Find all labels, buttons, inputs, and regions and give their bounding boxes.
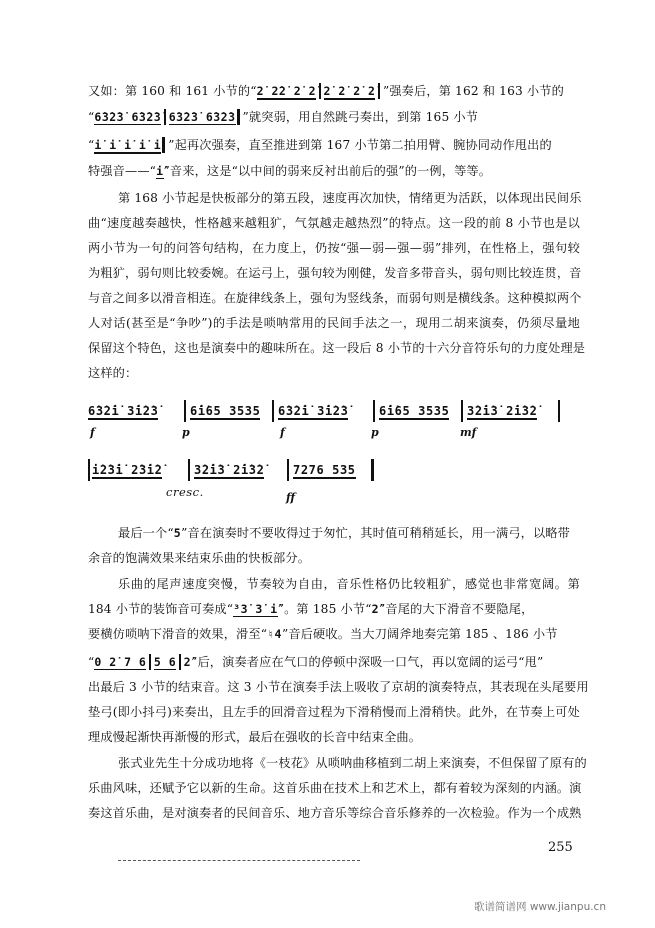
- notation-fragment: 2̇ 2̇ 2̇ 2̇: [323, 84, 376, 98]
- text-run: ”音尾的大下滑音不要隐尾，: [379, 602, 534, 616]
- text-run: ”强奏后，第 162 和 163 小节的: [382, 84, 564, 98]
- barline: [179, 654, 181, 670]
- text-run: ”后，演奏者应在气口的停顿中深吸一口气，再以宽阔的运弓“甩”: [191, 655, 544, 669]
- para4-line2: [88, 601, 580, 618]
- dynamic-mark: p: [371, 426, 379, 439]
- score-measure: [278, 404, 348, 420]
- barline: [558, 400, 560, 422]
- barline: [237, 109, 240, 125]
- para2-line: 这样的：: [88, 366, 138, 380]
- barline: [373, 400, 375, 422]
- notation-fragment: i̇: [156, 164, 164, 178]
- score-row-2: [88, 463, 356, 504]
- barline: [378, 83, 380, 99]
- dynamic-mark: f: [90, 426, 95, 439]
- text-run: ”起再次强奏，直至推进到第 167 小节第二拍用臂、腕协同动作甩出的: [168, 138, 552, 152]
- para2-line: 与音之间多以滑音相连。在旋律线条上，强句为竖线条，而弱句则是横线条。这种模拟两个: [88, 291, 582, 305]
- score-measure: [190, 404, 260, 420]
- score-measure: [88, 404, 158, 420]
- barline: [461, 400, 463, 422]
- text-run: ”音在演奏时不要收得过于匆忙，其时值可稍稍延长，用一满弓，以略带: [181, 526, 571, 540]
- para1-line2: [88, 109, 580, 126]
- para4-line4: [88, 654, 580, 671]
- notation-fragment: ³3̇ 3̇ i̇: [233, 602, 278, 616]
- dynamic-mark: cresc.: [166, 485, 204, 499]
- score-measure: [92, 463, 162, 479]
- notation-fragment: 5 6: [153, 655, 177, 669]
- text-run: 又如：第 160 和 161 小节的“: [88, 84, 257, 98]
- text-run: ”音来，这是“以中间的弱来反衬出前后的强”的一例，等等。: [163, 164, 492, 178]
- para1-line3: [88, 137, 580, 154]
- text-run: ”音后硬收。当大刀阔斧地奏完第 185 、186 小节: [281, 627, 558, 641]
- barline: [188, 459, 190, 481]
- score-row-1: [88, 404, 568, 442]
- text-run: “: [88, 655, 95, 669]
- para2-line: 第 168 小节起是快板部分的第五段，速度再次加快，情绪更为活跃，以体现出民间乐: [118, 191, 582, 205]
- score-measure: [194, 463, 264, 479]
- notation-fragment: 5: [173, 526, 182, 540]
- barline-final: [371, 459, 374, 481]
- score-measure: [379, 404, 449, 420]
- notation-fragment: 6̇3̇2̇3̇ 6̇3̇2̇3̇: [94, 110, 162, 124]
- notation-fragment: 2̇: [183, 655, 192, 669]
- para3-line2: 余音的饱满效果来结束乐曲的快板部分。: [88, 551, 311, 565]
- notation-fragment: 2̇ 2̇2̇ 2̇ 2̇: [256, 84, 316, 98]
- text-run: ”就突弱，用自然跳弓奏出，到第 165 小节: [242, 110, 479, 124]
- para1-line4: [88, 163, 580, 180]
- barline: [319, 83, 321, 99]
- score-measure: [467, 404, 537, 420]
- score-measure: [293, 463, 356, 479]
- para2-line: 两小节为一句的问答句结构，在力度上，仍按“强—弱—强—弱”排列，在性格上，强句较: [88, 241, 580, 255]
- para4-line: 理成慢起渐快再渐慢的形式，最后在强收的长音中结束全曲。: [88, 730, 422, 744]
- measure-notes: 6̇i̇65 3535: [190, 404, 261, 418]
- text-run: ”。第 185 小节“: [277, 602, 372, 616]
- para4-line3: [88, 626, 580, 643]
- text-run: “: [88, 110, 95, 124]
- barline: [287, 459, 289, 481]
- measure-notes: 6̇3̇2̇i̇ 3̇i̇2̇3̇: [88, 404, 159, 418]
- para5-line: 张式业先生十分成功地将《一枝花》从唢呐曲移植到二胡上来演奏，不但保留了原有的: [118, 756, 587, 770]
- para5-line: 乐曲风味，还赋予它以新的生命。这首乐曲在技术上和艺术上，都有着较为深刻的内涵。演: [88, 781, 582, 795]
- notation-fragment: ♮4: [267, 627, 282, 641]
- barline: [164, 109, 166, 125]
- page-number: 255: [548, 840, 573, 855]
- dynamic-mark: mf: [460, 426, 477, 439]
- notation-fragment: i̇ i̇ i̇ i̇ i̇: [94, 138, 162, 152]
- measure-notes: 6̇i̇65 3535: [379, 404, 450, 418]
- notation-fragment: 6̇3̇2̇3̇ 6̇3̇2̇3̇: [168, 110, 236, 124]
- text-run: “: [88, 138, 95, 152]
- barline: [184, 400, 186, 422]
- text-run: 184 小节的装饰音可奏成“: [88, 602, 234, 616]
- dynamic-mark: p: [182, 426, 190, 439]
- para3-line1: [118, 525, 580, 542]
- barline: [149, 654, 151, 670]
- measure-notes: i̇2̇3̇i̇ 2̇3̇i̇2̇: [92, 463, 163, 477]
- para2-line: 保留这个特色，这也是演奏中的趣味所在。这一段后 8 小节的十六分音符乐句的力度处理是: [88, 341, 586, 355]
- measure-notes: 3̇2̇i̇3̇ 2̇i̇3̇2̇: [467, 404, 538, 418]
- dynamic-mark: f: [280, 426, 285, 439]
- barline: [272, 400, 274, 422]
- para2-line: 曲“速度越奏越快，性格越来越粗犷，气氛越走越热烈”的特点。这一段的前 8 小节也是以: [88, 216, 580, 230]
- para4-line: 出最后 3 小节的结束音。这 3 小节在演奏手法上吸收了京胡的演奏特点，其表现在头尾要用: [88, 680, 589, 694]
- measure-notes: 6̇3̇2̇i̇ 3̇i̇2̇3̇: [278, 404, 349, 418]
- notation-fragment: 0 2̇ 7 6: [94, 655, 147, 669]
- measure-notes: 3̇2̇i̇3̇ 2̇i̇3̇2̇: [194, 463, 265, 477]
- text-run: 特强音——“: [88, 164, 157, 178]
- barline: [162, 137, 165, 153]
- barline: [88, 459, 90, 481]
- watermark-text: 歌谱简谱网 www.jianpu.cn: [474, 901, 606, 913]
- dynamic-mark: ff: [286, 491, 296, 504]
- para4-line: 乐曲的尾声速度突慢，节奏较为自由，音乐性格仍比较粗犷，感觉也非常宽阔。第: [118, 577, 580, 591]
- para2-line: 人对话(甚至是“争吵”)的手法是唢呐常用的民间手法之一，现用二胡来演奏，仍须尽量地: [88, 316, 580, 330]
- notation-fragment: 2̇: [371, 602, 380, 616]
- measure-notes: 7276 535: [293, 463, 356, 477]
- para4-line: 垫弓(即小抖弓)来奏出，且左手的回滑音过程为下滑稍慢而上滑稍快。此外，在节奏上可处: [88, 705, 580, 719]
- para2-line: 为粗犷，弱句则比较委婉。在运弓上，强句较为刚健，发音多带音头，弱句则比较连贯，音: [88, 266, 582, 280]
- para1-line1: [88, 83, 580, 100]
- footer-rule: [118, 860, 360, 861]
- text-run: 最后一个“: [118, 526, 174, 540]
- text-run: 要横仿唢呐下滑音的效果，滑至“: [88, 627, 268, 641]
- para5-line: 奏这首乐曲，是对演奏者的民间音乐、地方音乐等综合音乐修养的一次检验。作为一个成熟: [88, 806, 582, 820]
